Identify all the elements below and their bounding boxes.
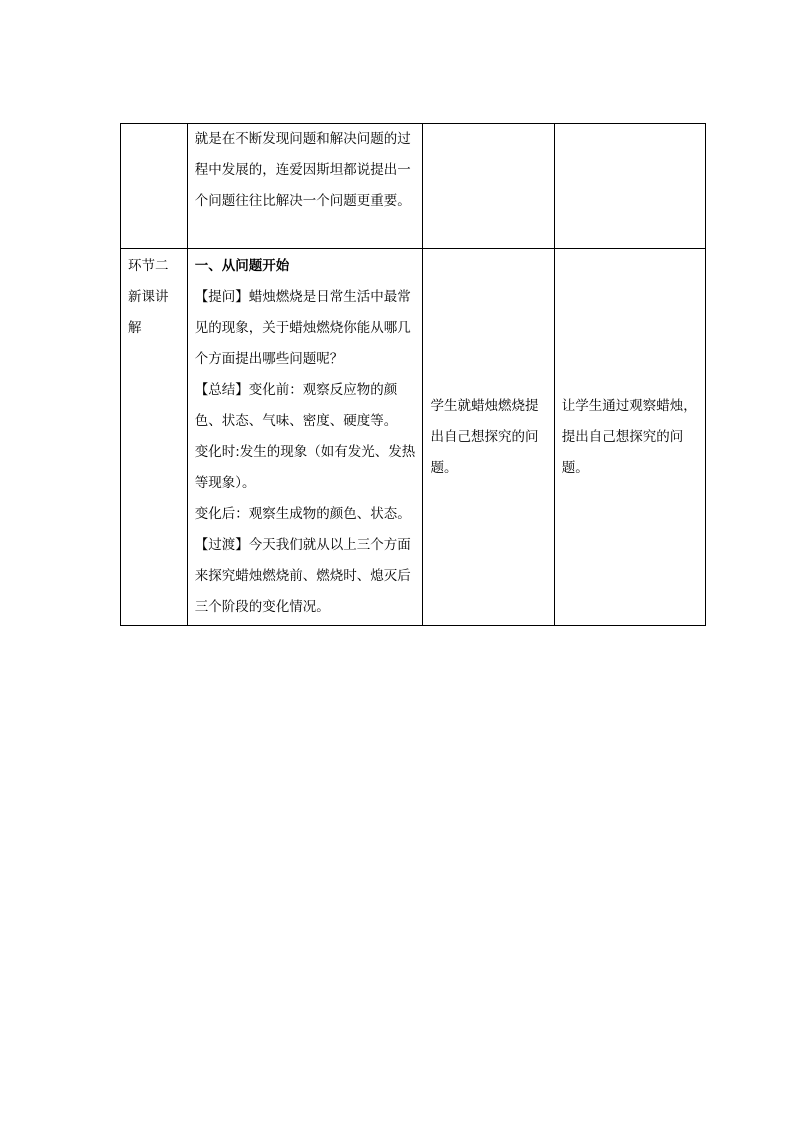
student-activity-cell: 学生就蜡烛燃烧提出自己想探究的问题。 [423,249,554,626]
stage-cell [121,249,188,626]
stage-title: 新课讲解 [128,289,169,336]
content-paragraph: 【提问】蜡烛燃烧是日常生活中最常见的现象，关于蜡烛燃烧你能从哪几个方面提出哪些问题呢？ [194,289,411,367]
content-paragraph: 变化后：观察生成物的颜色、状态。 [194,506,411,522]
design-intent-cell: 让学生通过观察蜡烛，提出自己想探究的问题。 [554,249,705,626]
section-heading: 一、从问题开始 [194,258,290,274]
content-paragraph: 【过渡】今天我们就从以上三个方面来探究蜡烛燃烧前、燃烧时、熄灭后三个阶段的变化情况。 [194,537,411,615]
stage-cell [121,124,188,249]
lesson-plan-table [120,123,706,626]
content-paragraph: 就是在不断发现问题和解决问题的过程中发展的，连爱因斯坦都说提出一个问题往往比解决一个问题更重要。 [194,131,411,209]
content-paragraph: 【总结】变化前：观察反应物的颜色、状态、气味、密度、硬度等。 [194,382,398,429]
student-activity-cell [423,124,554,249]
stage-label: 环节二 [128,258,169,274]
table-row [121,124,706,249]
table-row [121,249,706,626]
design-intent-cell [554,124,705,249]
content-paragraph: 变化时:发生的现象（如有发光、发热等现象）。 [194,444,416,491]
content-cell [187,249,423,626]
content-cell [187,124,423,249]
